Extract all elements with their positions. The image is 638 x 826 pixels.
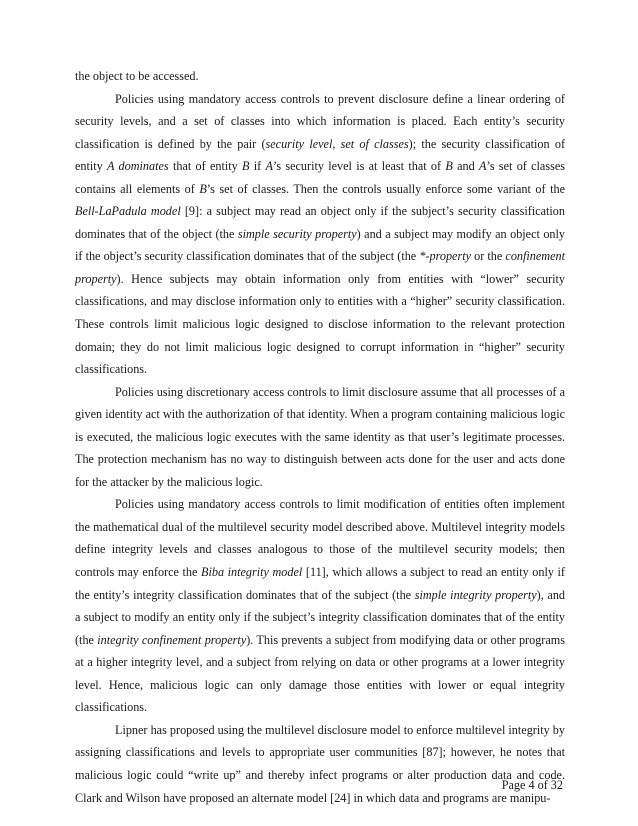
- text-run: ,: [332, 136, 341, 151]
- text-run: ). Hence subjects may obtain information only from entities with “lower” security classifications, and may disclose information only to entities with a “higher” security classification. These controls limit malicious logic designed to disclose information to the relevant protection domain; they do not limit malicious logic designed to corrupt information in “higher” security classifications.: [75, 271, 565, 377]
- italic-term: A: [479, 159, 487, 174]
- page-number: Page 4 of 32: [501, 778, 563, 792]
- italic-term: A: [265, 159, 273, 174]
- italic-term: simple security property: [237, 226, 357, 241]
- text-run: ’s security level is at least that of: [272, 159, 446, 174]
- text-run: ); the security classification of entity: [75, 136, 566, 174]
- text-run: ’s set of classes. Then the controls usually enforce some variant of the: [206, 181, 565, 196]
- paragraph-discretionary-disclosure: [75, 381, 565, 494]
- paragraph-mandatory-disclosure: [75, 88, 565, 381]
- text-run: ) and a subject may modify an object only if the object’s security classification dominates that of the subject (the: [75, 226, 565, 264]
- text-run: that of entity: [168, 159, 243, 174]
- italic-term: confinement property: [75, 249, 565, 286]
- text-run: Lipner has proposed using the multilevel disclosure model to enforce multilevel integrity by assigning classifications and levels to appropriate user communities [87]; however, he notes that malicious logic could “write up” and thereby infect programs or alter production data and code. Clark and Wilson have proposed an alternate model [24] in which data and programs are manipu-: [75, 722, 565, 805]
- text-run: ’s set of classes contains all elements of: [75, 159, 565, 196]
- text-run: Policies using mandatory access controls to limit modification of entities often implement the mathematical dual of the multilevel security model described above. Multilevel integrity models define integrity levels and classes analogous to those of the multilevel security models; then controls may enforce the: [75, 497, 565, 580]
- italic-term: B: [242, 159, 250, 174]
- text-run: the object to be accessed.: [75, 69, 199, 83]
- text-run: Policies using mandatory access controls to prevent disclosure define a linear ordering of security levels, and a set of classes into which information is placed. Each entity’s security classification is defined by the pair (: [75, 91, 565, 151]
- italic-term: simple integrity property: [414, 587, 537, 602]
- italic-term: Biba integrity model: [201, 565, 303, 580]
- text-run: Policies using discretionary access controls to limit disclosure assume that all processes of a given identity act with the authorization of that identity. When a program containing malicious logic is executed, the malicious logic executes with the same identity as that user’s legitimate processes. The protection mechanism has no way to distinguish between acts done for the user and acts done for the attacker by the malicious logic.: [75, 384, 565, 489]
- italic-term: set of classes: [340, 136, 409, 151]
- text-run: ). This prevents a subject from modifying data or other programs at a higher integrity level, and a subject from relying on data or other programs at a lower integrity level. Hence, malicious logic can only damage those entities with lower or equal integrity classifications.: [75, 632, 565, 715]
- text-run: ), and a subject to modify an entity only if the subject’s integrity classification dominates that of the entity (the: [75, 587, 566, 647]
- italic-term: integrity confinement property: [97, 632, 247, 647]
- paragraph-lipner: [75, 719, 565, 809]
- text-run: or the: [471, 249, 506, 264]
- italic-term: *-property: [419, 249, 471, 264]
- text-run: if: [249, 159, 266, 174]
- body-text: [75, 65, 565, 809]
- text-run: [9]: a subject may read an object only if the subject’s security classification dominates that of the object (the: [75, 204, 565, 241]
- italic-term: B: [445, 159, 453, 174]
- italic-term: A dominates: [107, 159, 169, 174]
- paragraph-mandatory-modification: [75, 493, 565, 718]
- italic-term: Bell-LaPadula model: [75, 204, 181, 219]
- italic-term: security level: [265, 136, 333, 151]
- text-run: and: [452, 159, 479, 174]
- paragraph-continuation: [75, 65, 565, 88]
- italic-term: B: [199, 181, 207, 196]
- text-run: [11], which allows a subject to read an entity only if the entity’s integrity classification dominates that of the subject (the: [75, 565, 565, 602]
